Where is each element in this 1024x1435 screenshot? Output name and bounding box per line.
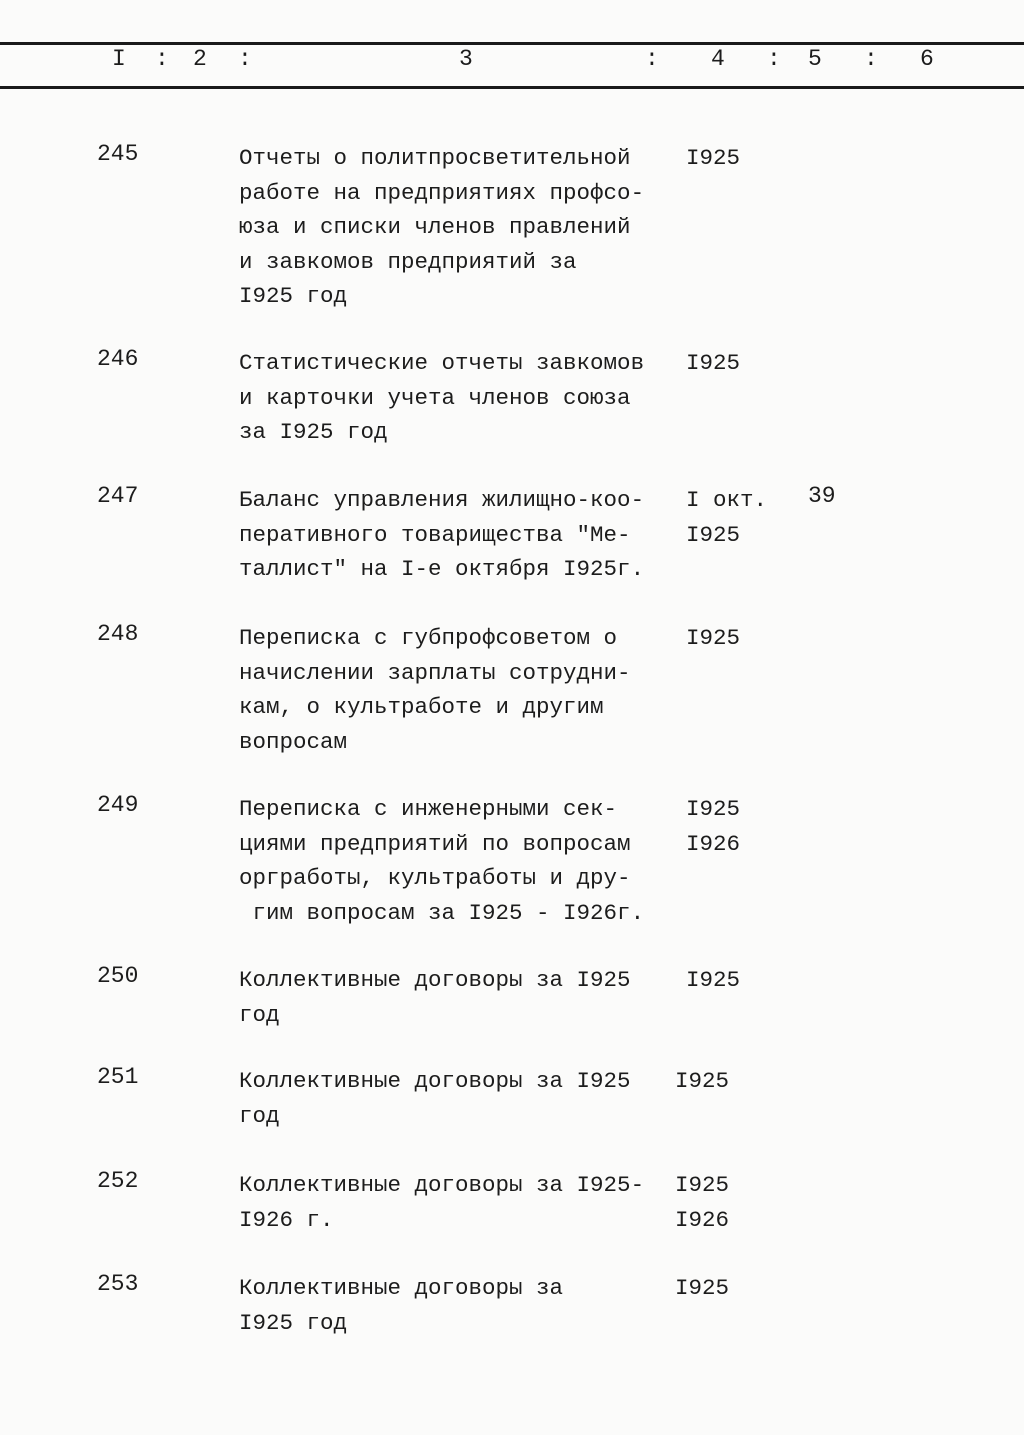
date-line: I925 [686, 796, 741, 822]
title-line: гим вопросам за I925 - I926г. [239, 899, 645, 926]
entry-number: 251 [97, 1064, 139, 1090]
entry-title [239, 621, 631, 759]
title-line: оргработы, культработы и дру- [239, 865, 631, 891]
title-line: Коллективные договоры за I925- [239, 1172, 645, 1198]
entry-dates [675, 1064, 729, 1099]
col-separator: : [864, 46, 878, 72]
title-line: Переписка с инженерными сек- [239, 796, 618, 822]
col-separator: : [767, 46, 781, 72]
entry-number: 245 [97, 141, 139, 167]
date-line: I925 [686, 350, 741, 376]
col-4-header: 4 [711, 46, 725, 72]
title-line: Статистические отчеты завкомов [239, 350, 645, 376]
title-line: вопросам [239, 728, 348, 755]
entry-number: 246 [97, 346, 139, 372]
header-top-rule [0, 42, 1024, 45]
title-line: перативного товарищества "Ме- [239, 521, 631, 548]
date-line: I925 [686, 625, 741, 651]
title-line: Переписка с губпрофсоветом о [239, 625, 618, 651]
title-line: кам, о культработе и другим [239, 694, 604, 720]
date-line: I окт. [686, 487, 768, 513]
title-line: таллист" на I-е октября I925г. [239, 556, 645, 582]
entry-title [239, 1064, 631, 1133]
entry-title [239, 963, 631, 1032]
title-line: и карточки учета членов союза [239, 384, 631, 411]
date-line: I926 [686, 830, 741, 857]
col-separator: : [238, 46, 252, 72]
entry-dates [675, 1271, 729, 1306]
col-3-header: 3 [459, 46, 473, 72]
date-line: I925 [686, 967, 741, 993]
title-line: год [239, 1102, 280, 1129]
entry-dates [686, 621, 740, 656]
entry-title [239, 141, 644, 314]
date-line: I925 [686, 521, 741, 548]
title-line: I926 г. [239, 1206, 334, 1233]
entry-number: 247 [97, 483, 139, 509]
date-line: I925 [686, 145, 741, 171]
entry-dates [686, 792, 740, 861]
col-separator: : [155, 46, 169, 72]
title-line: юза и списки членов правлений [239, 214, 631, 240]
title-line: I925 год [239, 1309, 348, 1336]
entry-dates [686, 346, 740, 381]
title-line: начислении зарплаты сотрудни- [239, 659, 631, 686]
entry-number: 249 [97, 792, 139, 818]
title-line: и завкомов предприятий за [239, 248, 577, 275]
title-line: I925 год [239, 283, 348, 309]
title-line: Коллективные договоры за I925 [239, 967, 631, 993]
date-line: I925 [675, 1275, 730, 1301]
entry-title [239, 792, 644, 930]
date-line: I925 [675, 1068, 730, 1094]
entry-number: 248 [97, 621, 139, 647]
entry-title [239, 1168, 644, 1237]
col-5-header: 5 [808, 46, 822, 72]
entry-dates [686, 963, 740, 998]
entry-sheets: 39 [808, 483, 836, 509]
entry-number: 252 [97, 1168, 139, 1194]
entry-dates [675, 1168, 729, 1237]
col-1-header: I [112, 46, 126, 72]
entry-title [239, 483, 644, 587]
entry-title [239, 346, 644, 450]
title-line: год [239, 1001, 280, 1028]
entry-number: 253 [97, 1271, 139, 1297]
title-line: Отчеты о политпросветительной [239, 145, 631, 171]
entry-dates [686, 483, 767, 552]
header-bottom-rule [0, 86, 1024, 89]
title-line: за I925 год [239, 419, 388, 445]
title-line: Коллективные договоры за [239, 1275, 564, 1301]
title-line: Коллективные договоры за I925 [239, 1068, 631, 1094]
entry-title [239, 1271, 563, 1340]
entry-dates [686, 141, 740, 176]
col-2-header: 2 [193, 46, 207, 72]
col-separator: : [645, 46, 659, 72]
title-line: Баланс управления жилищно-коо- [239, 487, 645, 513]
date-line: I925 [675, 1172, 730, 1198]
title-line: циями предприятий по вопросам [239, 830, 631, 857]
title-line: работе на предприятиях профсо- [239, 179, 645, 206]
date-line: I926 [675, 1206, 730, 1233]
col-6-header: 6 [920, 46, 934, 72]
entry-number: 250 [97, 963, 139, 989]
